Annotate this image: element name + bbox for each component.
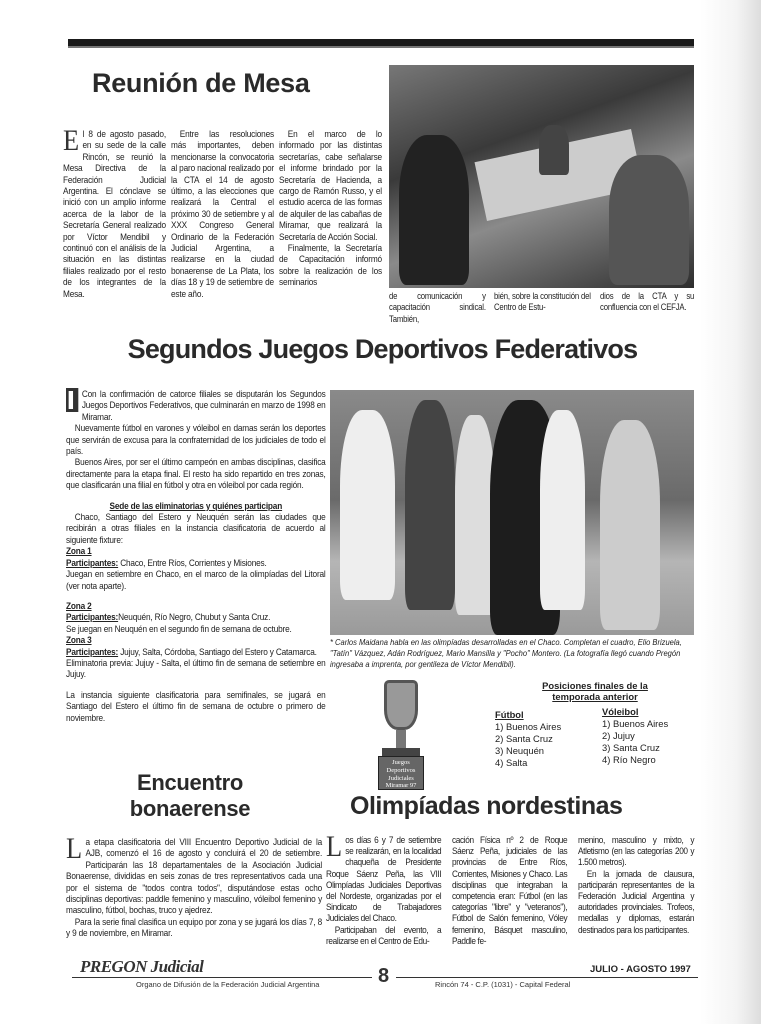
footer-tagline: Organo de Difusión de la Federación Judicial Argentina xyxy=(136,980,320,989)
trophy-logo xyxy=(372,676,430,790)
article2-subhead: Sede de las eliminatorias y quiénes participan xyxy=(109,499,283,511)
footer-address: Rincón 74 - C.P. (1031) - Capital Federal xyxy=(435,980,571,989)
article1-text: Entre las resoluciones más importantes, deben mencionarse la convocatoria al paro nacional realizado por la CTA el 14 de agosto último, a las elecciones que realizará la Central el próximo 30 de setiembre y al XXX Congreso General Ordinario de la Federación Judicial Argentina, a realizarse en la ciudad bonaerense de La Plata, los días 18 y 19 de setiembre de este año. xyxy=(171,128,274,299)
trophy-icon xyxy=(384,680,418,730)
logo-text: Juegos Deportivos Judiciales Miramar 97 xyxy=(378,756,424,790)
footer-rule-left xyxy=(72,977,372,978)
article3-body xyxy=(66,832,323,939)
drop-cap: L xyxy=(66,832,82,865)
title-line: Encuentro xyxy=(136,770,244,795)
standings-item: 4) Salta xyxy=(495,757,528,768)
standings-item: 2) Santa Cruz xyxy=(495,733,553,744)
zone-name: Zona 3 xyxy=(66,634,92,646)
zone-note: Se juegan en Neuquén en el segundo fin de semana de octubre. xyxy=(66,622,292,634)
article2-text: Nuevamente fútbol en varones y vóleibol en damas serán los deportes que servirán de excusa para la confraternidad de los judiciales de todo el país. xyxy=(66,422,326,457)
participants-label: Participantes: xyxy=(66,556,119,568)
article1-text: En el marco de lo informado por las distintas secretarías, cabe señalarse el informe brindado por la Secretaría de Hacienda, a cargo de Ramón Russo, y el estudio acerca de las formas de alquiler de las cabañas de Miramar, que realizará la Secretaría de Acción Social. xyxy=(279,128,382,242)
zone-participants: Chaco, Entre Ríos, Corrientes y Misiones. xyxy=(120,556,267,568)
standings-item: 2) Jujuy xyxy=(602,730,635,741)
standings-title xyxy=(530,680,660,702)
article2-body xyxy=(66,388,326,723)
article-title-reunion: Reunión de Mesa xyxy=(92,68,310,98)
standings-voleibol xyxy=(602,706,668,766)
standings-item: 3) Santa Cruz xyxy=(602,742,660,753)
zone-note: Juegan en setiembre en Chaco, en el marco de la olimpíadas del Litoral (ver nota aparte). xyxy=(66,568,326,591)
olympics-photo xyxy=(330,390,694,635)
article3-text: a etapa clasificatoria del VIII Encuentro Deportivo Judicial de la AJB, comenzó el 16 de agosto y concluirá el 20 de setiembre. Participarán las 18 departamentales de la Asociación Judicial Bonaerense, divididas en seis zonas de tres representativos cada una por el sistema de "todos contra todos", disputándose estas ocho disciplinas deportivas: paddle femenino y masculino, vóleibol femenino y masculino, fútbol, bochas, truco y ajedrez. xyxy=(66,836,323,916)
standings-item: 1) Buenos Aires xyxy=(495,721,562,732)
standings-label: Fútbol xyxy=(495,709,524,720)
footer-rule-right xyxy=(396,977,698,978)
article2-text: Con la confirmación de catorce filiales se disputarán los Segundos Juegos Deportivos Federativos, que culminarán en marzo de 1998 en Miramar. xyxy=(81,388,326,422)
standings-item: 3) Neuquén xyxy=(495,745,544,756)
article4-text: Participaban del evento, a realizarse en el Centro de Edu- xyxy=(326,923,442,946)
zone-participants: Neuquén, Río Negro, Chubut y Santa Cruz. xyxy=(118,611,271,623)
article1-col1 xyxy=(63,124,166,299)
standings-title-text: Posiciones finales de la temporada anterior xyxy=(542,680,648,702)
article2-text: Chaco, Santiago del Estero y Neuquén serán las ciudades que recibirán a otras filiales en la instancia clasificatoria de acuerdo al siguiente fixture: xyxy=(66,511,326,545)
drop-cap: E xyxy=(63,124,79,157)
standings-label: Vóleibol xyxy=(602,706,639,717)
article-title-olimpiadas: Olimpíadas nordestinas xyxy=(350,792,623,820)
article-title-encuentro xyxy=(110,770,270,822)
issue-date: JULIO - AGOSTO 1997 xyxy=(590,964,691,975)
article4-text: menino, masculino y mixto, y Atletismo (en las categorías 200 y 1.500 metros). xyxy=(578,834,695,868)
article1-col2 xyxy=(171,128,274,299)
page-edge-shadow xyxy=(700,0,761,1024)
photo-caption: * Carlos Maidana habla en las olimpíadas desarrolladas en el Chaco. Completan el cuadro, Elio Brizuela, "Tatín" Vázquez, Adán Rodríguez, Mario Mansilla y "Pocho" Montero. (La fotografía llegó cuando Pregón ingresaba a imprenta, por gentileza de Víctor Mendibil). xyxy=(330,637,682,669)
participants-label: Participantes: xyxy=(66,611,119,623)
pregon-logo xyxy=(80,957,203,977)
standings-futbol xyxy=(495,709,561,769)
zone-name: Zona 2 xyxy=(66,599,92,611)
article2-text: Buenos Aires, por ser el último campeón en ambas disciplinas, clasifica directamente para la etapa final. El resto ha sido repartido en tres zonas, que clasificarán una filial en fútbol y otra en vóleibol por cada región. xyxy=(66,456,326,491)
logo-text: PREGON Judicial xyxy=(80,957,204,976)
article1-col4: de comunicación y capacitación sindical. También, xyxy=(389,291,486,324)
article4-col1 xyxy=(326,830,442,946)
page-number: 8 xyxy=(378,965,390,987)
article1-text: l 8 de agosto pasado, en su sede de la calle Rincón, se reunió la Mesa Directiva de la Federación Judicial Argentina. El cónclave se inició con un amplio informe acerca de la labor de la Secretaría General realizado por Víctor Mendibil y continuó con el análisis de la situación en las distintas filiales realizado por el resto de los integrantes de la Mesa. xyxy=(63,128,166,299)
article1-col3 xyxy=(279,128,382,288)
zone-name: Zona 1 xyxy=(66,545,92,557)
zone-note: Eliminatoria previa: Jujuy - Salta, el último fin de semana de setiembre en Jujuy. xyxy=(66,656,326,680)
article4-text: os días 6 y 7 de setiembre se realizarán, en la localidad chaqueña de Presidente Roque Sáenz Peña, las VIII Olimpíadas Judiciales Deportivas del Nordeste, organizadas por el Sindicato de Trabajadores Judiciales del Chaco. xyxy=(326,834,442,924)
article1-col6: dios de la CTA y su confluencia con el CEFJA. xyxy=(600,291,695,313)
standings-item: 1) Buenos Aires xyxy=(602,718,669,729)
article1-text: Finalmente, la Secretaría de Capacitación informó sobre la realización de los seminarios xyxy=(279,242,382,288)
article1-col5: bién, sobre la constitución del Centro de Estu- xyxy=(494,291,591,313)
article4-col3 xyxy=(578,834,694,935)
article4-text: En la jornada de clausura, participarán representantes de la Federación Judicial Argentina y autoridades provinciales. Trofeos, medallas y diplomas, estarán destinados para los participantes. xyxy=(578,867,695,935)
zone-participants: Jujuy, Salta, Córdoba, Santiago del Estero y Catamarca. xyxy=(120,645,317,657)
drop-box-icon xyxy=(66,388,78,412)
top-rule xyxy=(68,39,694,48)
meeting-photo xyxy=(389,65,694,288)
article-title-juegos: Segundos Juegos Deportivos Federativos xyxy=(127,334,638,364)
drop-cap: L xyxy=(326,830,342,863)
article4-col2: cación Física nº 2 de Roque Sáenz Peña, judiciales de las provincias de Entre Ríos, Corrientes, Misiones y Chaco. Las disciplinas que integraban la competencia eran: Fútbol (en las categorías "libre" y "veteranos"), Fútbol de Salón femenino, Vóley femenino, Básquet masculino, Paddle fe- xyxy=(452,834,568,946)
participants-label: Participantes: xyxy=(66,645,119,657)
article2-text: La instancia siguiente clasificatoria para semifinales, se jugará en Santiago del Estero el último fin de semana de octubre o primero de noviembre. xyxy=(66,688,326,723)
title-line: bonaerense xyxy=(129,796,251,821)
standings-item: 4) Río Negro xyxy=(602,754,656,765)
article3-text: Para la serie final clasifica un equipo por zona y se jugará los días 7, 8 y 9 de noviembre, en Miramar. xyxy=(66,915,323,939)
